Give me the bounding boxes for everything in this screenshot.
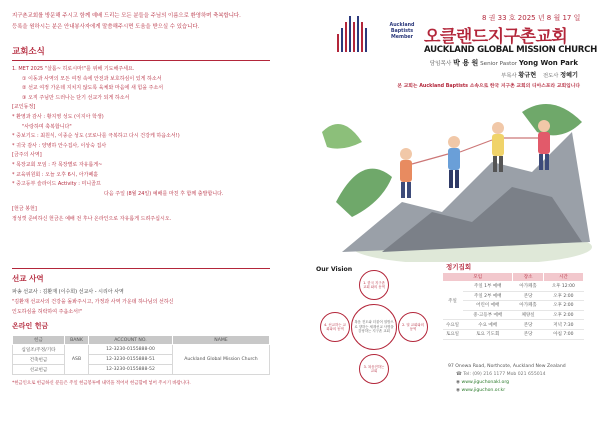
- bank-name: ASB: [65, 345, 89, 375]
- service-name: 중·고등부 예배: [463, 310, 513, 320]
- mission-line: "김환재 선교사의 건강을 돌봐주시고, 가정과 사역 가운데 하나님의 선하신: [12, 299, 174, 305]
- phone-number: Tel: (09) 216 1177 Mob 021 655014: [463, 372, 546, 377]
- col-header: ACCOUNT NO.: [89, 336, 173, 345]
- table-row: [443, 282, 584, 292]
- worship-title: 정기집회: [446, 263, 472, 271]
- col-header: 시간: [543, 273, 583, 282]
- pastor-en-name: Yong Won Park: [518, 59, 578, 67]
- worship-table: [442, 272, 584, 340]
- issue-date: 8 권 33 호 2025 년 8 월 17 일: [482, 14, 581, 22]
- mission-title: 선교 사역: [12, 274, 44, 283]
- offering-type: 십일조/주정/기타: [13, 345, 65, 355]
- service-place: 본당: [513, 320, 543, 330]
- globe-icon: ◉: [456, 380, 461, 385]
- service-time: 오후 2:00: [543, 301, 583, 311]
- service-name: 수요 예배: [463, 320, 513, 330]
- vision-diagram: [322, 270, 428, 390]
- table-row: [13, 345, 270, 355]
- news-item: [헌금 봉헌]: [12, 206, 37, 213]
- day-label: 수요일: [443, 320, 463, 330]
- table-row: [443, 320, 584, 330]
- news-item: 다음 주일 (8월 24일) 예배를 마친 후 함께 출발합니다.: [104, 190, 224, 197]
- news-item: * 중보기도 : 최원식, 이종순 성도 (코로나를 극복하고 다시 건강케 하옵소서!): [12, 133, 180, 140]
- service-name: 어린이 예배: [463, 301, 513, 311]
- service-time: 아침 7:00: [543, 329, 583, 339]
- news-item: ② 선교 여정 가운데 지치지 않도록 육체와 마음에 새 힘을 주소서: [22, 85, 164, 92]
- website-line: [456, 379, 566, 387]
- table-row: [443, 301, 584, 311]
- mission-line: 파송 선교사 : 김환재 (이수희) 선교사 - 시리아 사역: [12, 289, 124, 295]
- news-title: 교회소식: [12, 47, 45, 57]
- vision-right: 2. 열 교회와의 동역: [398, 312, 428, 342]
- mission-divider: [12, 268, 270, 269]
- church-logo: [335, 12, 371, 52]
- service-time: 오후 2:00: [543, 310, 583, 320]
- service-name: 토요 기도회: [463, 329, 513, 339]
- evang-name: 정혜기: [560, 72, 578, 79]
- news-item: [금주의 사역]: [12, 152, 42, 159]
- affiliation: 본 교회는 Auckland Baptists 소속으로 한국 지구촌 교회의 디아스포라 교회입니다: [397, 84, 580, 89]
- news-item: * 목장교회 모임 : 각 목장별로 자유롭게~: [12, 161, 103, 168]
- news-item: ③ 오직 주님만 드러나는 단기 선교가 되게 하소서: [22, 94, 130, 101]
- news-item: [교인동정]: [12, 104, 36, 111]
- mission-section: [12, 268, 272, 386]
- service-place: 본당: [513, 291, 543, 301]
- news-item: * 환영과 감사 : 황지영 성도 (이지아 학생): [12, 113, 104, 120]
- news-list: [12, 65, 288, 225]
- table-row: [443, 329, 584, 339]
- website-line-2: [456, 387, 566, 395]
- table-row: [443, 291, 584, 301]
- welcome-line-2: 등록을 원하시는 분은 안내봉사자에게 말씀해주시면 도움을 받으실 수 있습니다.: [12, 24, 200, 30]
- account-note: *헌금인으로 헌금하신 분들은 주일 헌금봉투에 내역을 적어서 헌금함에 넣어 주시기 바랍니다.: [12, 381, 191, 386]
- vision-title: Our Vision: [316, 266, 353, 273]
- vision-top: 1. 한국 지구촌교회 와의 동역: [359, 270, 389, 300]
- church-name-english: AUCKLAND GLOBAL MISSION CHURCH: [424, 45, 597, 55]
- account-table: [12, 335, 270, 375]
- service-time: 오후 2:00: [543, 291, 583, 301]
- website-link-2[interactable]: www.jiguchon.or.kr: [461, 388, 506, 393]
- offering-type: 선교헌금: [13, 365, 65, 375]
- welcome-line-1: 지구촌교회를 방문해 주시고 함께 예배 드리는 모든 분들을 주님의 이름으로 환영하며 축복합니다.: [12, 13, 241, 19]
- pastor-name: 박 용 원: [453, 59, 479, 67]
- col-header: BANK: [65, 336, 89, 345]
- website-link[interactable]: www.jiguchonakl.org: [461, 380, 510, 385]
- news-item: 1. MET 2025 "살롬~ 히로시마!"를 위해 기도해주세요.: [12, 66, 135, 72]
- account-number: 12-3230-0155888-51: [89, 355, 173, 365]
- phone-line: [456, 371, 566, 379]
- globe-icon: ◉: [456, 388, 461, 393]
- pastor-en-label: Senior Pastor: [480, 61, 518, 67]
- news-item: 정성껏 준비하신 헌금은 예배 전 후나 온라인으로 자유롭게 드려주십시오.: [12, 215, 172, 222]
- church-name-korean: 오클랜드지구촌교회: [424, 27, 568, 47]
- news-divider: [12, 60, 270, 61]
- news-item: ① 이동과 사역의 모든 여정 속에 안전과 보호하심이 있게 하소서: [22, 75, 162, 82]
- assoc-name: 황규현: [518, 72, 537, 79]
- mission-line: 인도하심을 허락하여 주옵소서!": [12, 309, 83, 315]
- service-name: 주일 2부 예배: [463, 291, 513, 301]
- service-time: 저녁 7:30: [543, 320, 583, 330]
- service-place: 아가페홀: [513, 301, 543, 311]
- vision-left: 4. 선교하는 교회와의 동역: [320, 312, 350, 342]
- table-row: [443, 310, 584, 320]
- baptists-member: Auckland Baptists Member: [389, 23, 415, 40]
- news-item: * 중고등부 슬라이드 Activity : 미니골프: [12, 181, 101, 188]
- col-header: 모임: [443, 273, 513, 282]
- address: 97 Onewa Road, Northcote, Auckland New Zealand: [448, 364, 566, 369]
- hikers-illustration: [322, 92, 594, 262]
- evang-label: 전도사: [543, 73, 559, 79]
- offering-type: 건축헌금: [13, 355, 65, 365]
- news-item: * 귀국 감사 : 양병하 안수집사, 이상숙 집사: [12, 142, 107, 149]
- account-number: 12-3230-0155888-00: [89, 345, 173, 355]
- vision-center: 복음 전도와 더불어 열방으로 향하는 세계선교 사명을 감당하는 지구촌 교회: [351, 304, 397, 350]
- assoc-label: 부목사: [501, 73, 517, 79]
- news-item: * 교육위원회 : 오늘 오후 6시, 아가페홀: [12, 171, 99, 178]
- pastor-line: [430, 58, 578, 68]
- col-header: 장소: [513, 273, 543, 282]
- account-number: 12-3230-0155888-52: [89, 365, 173, 375]
- online-title: 온라인 헌금: [12, 322, 49, 330]
- service-place: 아가페홀: [513, 282, 543, 292]
- service-place: 본당: [513, 329, 543, 339]
- staff-line: [501, 70, 578, 79]
- col-header: NAME: [173, 336, 270, 345]
- news-item: "사랑하며 축복합니다": [22, 123, 72, 130]
- right-page: [300, 0, 600, 424]
- day-label: 토요일: [443, 329, 463, 339]
- pastor-label: 담임목사: [429, 61, 452, 67]
- service-name: 주일 1부 예배: [463, 282, 513, 292]
- mission-text: [12, 287, 272, 317]
- service-time: 오후 12:00: [543, 282, 583, 292]
- contact-block: [448, 363, 566, 395]
- col-header: 헌금: [13, 336, 65, 345]
- service-place: 체양실: [513, 310, 543, 320]
- phone-icon: ☎: [456, 372, 462, 377]
- account-name: Auckland Global Mission Church: [173, 345, 270, 375]
- vision-bottom: 3. 복음전하는 교회: [359, 354, 389, 384]
- day-label: 주일: [443, 282, 463, 320]
